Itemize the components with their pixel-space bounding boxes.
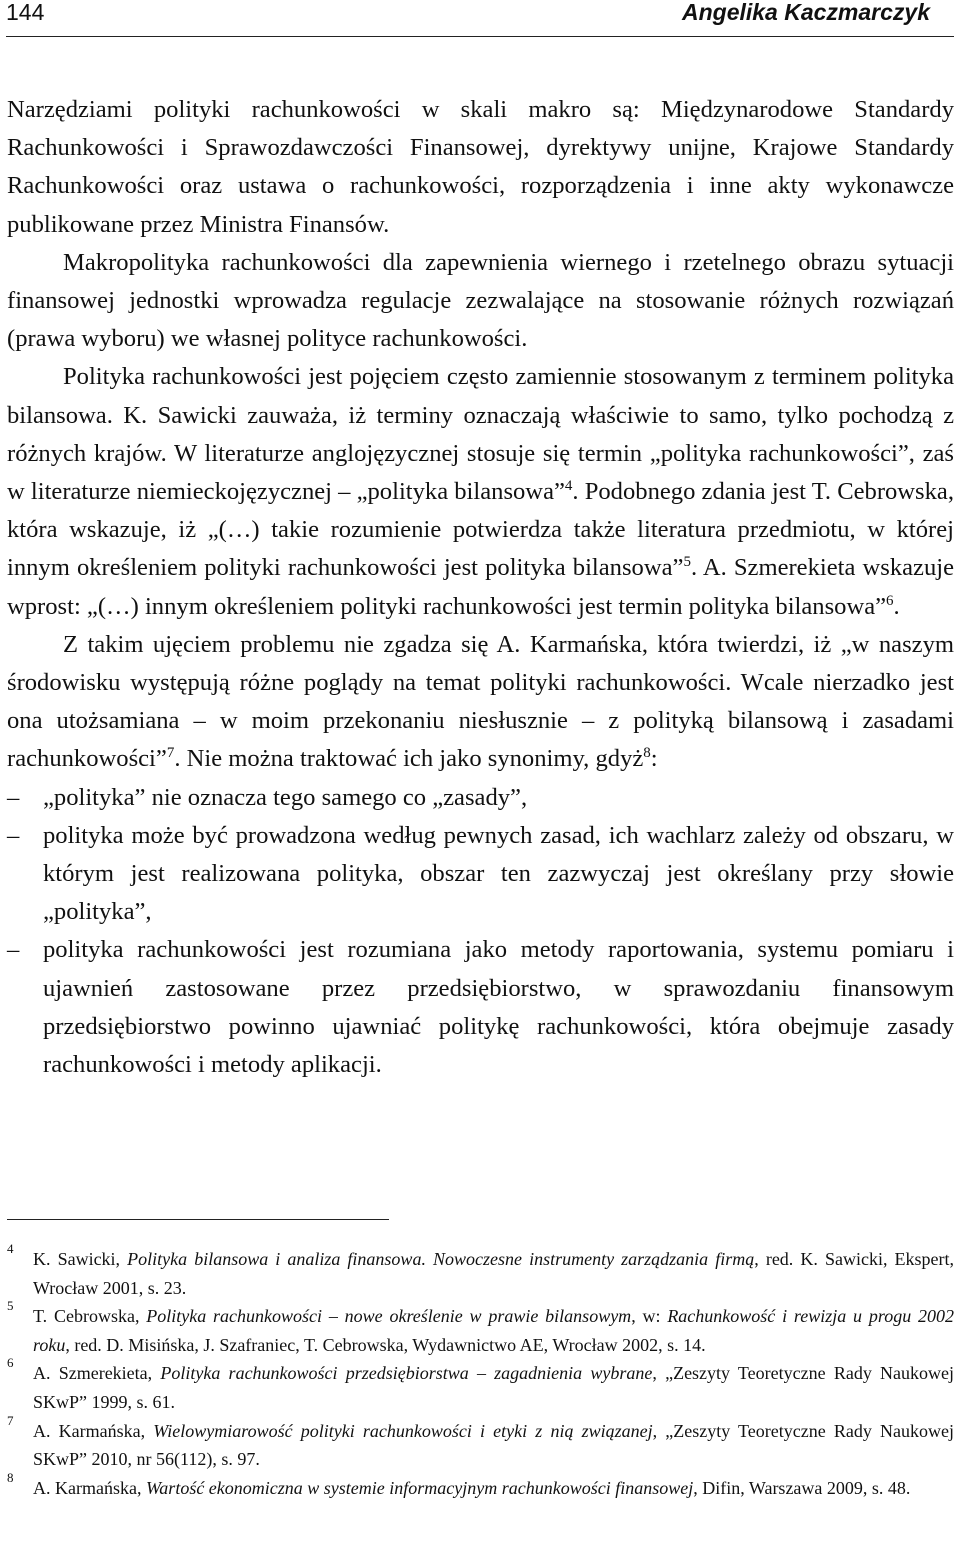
footnote-book-title: Rachunkowość i rewizja u progu 2002 roku: [33, 1306, 955, 1355]
footnote-source: , „Zeszyty Teoretyczne Rady Naukowej SKwP” 2010, nr 56(112), s. 97.: [33, 1420, 955, 1470]
list-item: [7, 817, 954, 932]
paragraph-4-text-c: :: [650, 745, 658, 773]
footnote-author: T. Cebrowska,: [33, 1306, 147, 1327]
running-head-author: Angelika Kaczmarczyk: [681, 0, 930, 25]
paragraph-4: [7, 626, 954, 779]
footnote-number: 6: [7, 1355, 14, 1371]
dash-bullet: –: [7, 783, 20, 811]
paragraph-4-text-a: Z takim ujęciem problemu nie zgadza się A. Karmańska, która twierdzi, iż „w naszym środowisku występują różne poglądy na temat polityki rachunkowości. Wcale nierzadko jest ona utożsamiana – w moim przekonaniu niesłusznie – z polityką bilansową i zasadami rachunkowości”: [7, 630, 954, 773]
footnote-ref-5: 5: [683, 554, 691, 571]
footnote-separator: [7, 1219, 389, 1220]
footnote-number: 7: [7, 1412, 14, 1428]
paragraph-1: Narzędziami polityki rachunkowości w skali makro są: Międzynarodowe Standardy Rachunkowości i Sprawozdawczości Finansowej, dyrektywy unijne, Krajowe Standardy Rachunkowości oraz ustawa o rachunkowości, rozporządzenia i inne akty wykonawcze publikowane przez Ministra Finansów.: [7, 96, 954, 238]
dash-list: [7, 779, 954, 1085]
footnote-title: Polityka rachunkowości przedsiębiorstwa – zagadnienia wybrane: [160, 1363, 653, 1384]
footnote-title: Polityka rachunkowości – nowe określenie w prawie bilansowym: [146, 1306, 632, 1327]
paragraph-4-text-b: . Nie można traktować ich jako synonimy, gdyż: [174, 745, 644, 773]
footnote-source: , Difin, Warszawa 2009, s. 48.: [693, 1477, 911, 1498]
paragraph-3-text-c: . A. Szmerekieta wskazuje wprost: „(…) innym określeniem polityki rachunkowości jest termin polityka bilansowa”: [7, 554, 954, 620]
footnote-8: [7, 1469, 954, 1503]
paragraph-3-text-a: Polityka rachunkowości jest pojęciem często zamiennie stosowanym z terminem polityka bilansowa. K. Sawicki zauważa, iż terminy oznaczają właściwie to samo, tylko pochodzą z różnych krajów. W literaturze anglojęzycznej stosuje się termin „polityka rachunkowości”, zaś w literaturze niemieckojęzycznej – „polityka bilansowa”: [7, 363, 954, 506]
footnote-publisher: , red. D. Misińska, J. Szafraniec, T. Cebrowska, Wydawnictwo AE, Wrocław 2002, s. 14.: [65, 1334, 706, 1355]
footnote-ref-6: 6: [886, 592, 894, 609]
page-number: 144: [6, 0, 45, 25]
footnote-author: A. Karmańska,: [33, 1420, 154, 1441]
footnote-number: 8: [7, 1469, 14, 1485]
footnote-number: 5: [7, 1298, 14, 1314]
dash-bullet: –: [7, 936, 20, 964]
list-item-text: polityka może być prowadzona według pewnych zasad, ich wachlarz zależy od obszaru, w którym jest realizowana polityka, obszar ten zazwyczaj jest określany przy słowie „polityka”,: [43, 821, 954, 926]
running-header: [6, 0, 954, 37]
footnote-ref-4: 4: [564, 477, 573, 494]
list-item: [7, 779, 954, 817]
footnote-ref-8: 8: [643, 745, 651, 762]
paragraph-3-text-b: . Podobnego zdania jest T. Cebrowska, która wskazuje, iż „(…) takie rozumienie potwierdza także literatura przedmiotu, w której innym określeniem polityki rachunkowości jest polityka bilansowa”: [7, 478, 954, 582]
footnote-author: A. Karmańska,: [33, 1477, 146, 1498]
footnote-author: K. Sawicki,: [33, 1249, 128, 1269]
paragraph-3: [7, 358, 954, 625]
list-item: [7, 931, 954, 1084]
footnote-7: [7, 1412, 955, 1474]
dash-bullet: –: [7, 821, 20, 849]
footnote-title: Polityka bilansowa i analiza finansowa. Nowoczesne instrumenty zarządzania firmą: [127, 1249, 755, 1269]
footnote-4: [7, 1241, 954, 1302]
footnote-6: [7, 1355, 955, 1416]
paragraph-2: Makropolityka rachunkowości dla zapewnienia wiernego i rzetelnego obrazu sytuacji finansowej jednostki wprowadza regulacje zezwalające na stosowanie różnych rozwiązań (prawa wyboru) we własnej polityce rachunkowości.: [7, 248, 954, 353]
footnote-source: , red. K. Sawicki, Ekspert, Wrocław 2001, s. 23.: [33, 1249, 954, 1298]
paragraph-3-text-d: .: [893, 592, 900, 620]
footnote-author: A. Szmerekieta,: [33, 1363, 161, 1384]
body-text: [7, 91, 954, 1084]
footnote-number: 4: [7, 1241, 14, 1256]
list-item-text: polityka rachunkowości jest rozumiana jako metody raportowania, systemu pomiaru i ujawnień zastosowane przez przedsiębiorstwo, w sprawozdaniu finansowym przedsiębiorstwo powinno ujawniać politykę rachunkowości, która obejmuje zasady rachunkowości i metody aplikacji.: [43, 936, 954, 1079]
list-item-text: „polityka” nie oznacza tego samego co „zasady”,: [43, 783, 528, 811]
footnote-title: Wartość ekonomiczna w systemie informacyjnym rachunkowości finansowej: [145, 1477, 694, 1498]
footnotes: [7, 1241, 955, 1502]
footnote-title: Wielowymiarowość polityki rachunkowości i etyki z nią związanej: [153, 1420, 653, 1441]
footnote-source: , w:: [631, 1306, 668, 1327]
footnote-5: [7, 1298, 955, 1359]
footnote-ref-7: 7: [166, 745, 175, 762]
footnote-source: , „Zeszyty Teoretyczne Rady Naukowej SKwP” 1999, s. 61.: [33, 1363, 955, 1412]
